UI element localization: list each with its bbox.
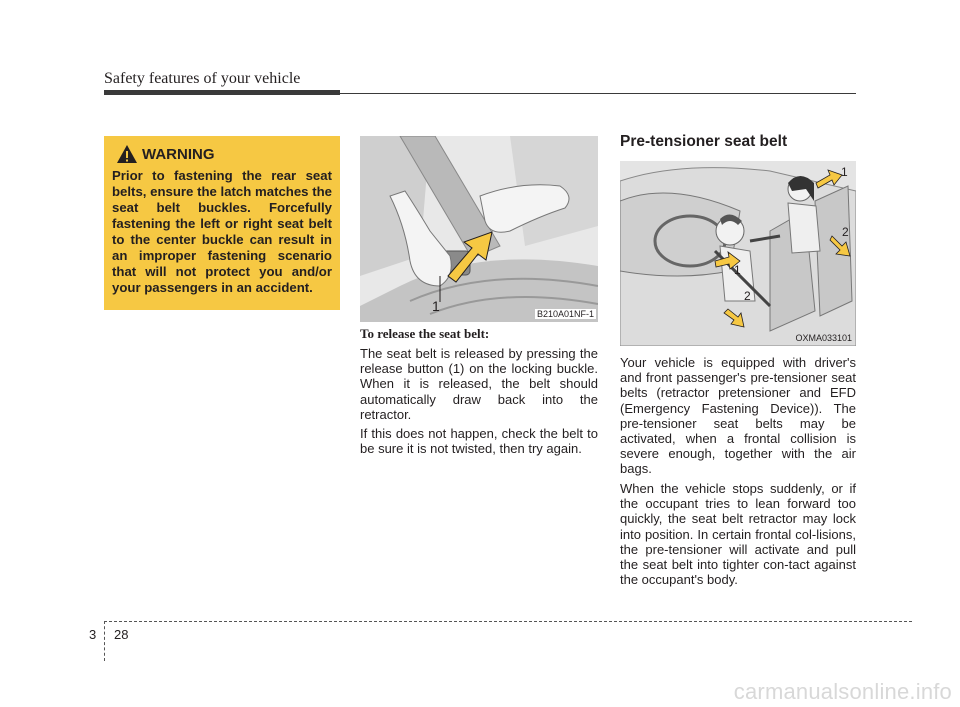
warning-heading xyxy=(116,144,332,164)
chapter-number: 3 xyxy=(89,627,97,642)
seat-belt-illustration xyxy=(360,136,598,322)
figure2-callout-1-top: 1 xyxy=(841,165,848,179)
pretensioner-paragraph-2: When the vehicle stops suddenly, or if the occupant tries to lean forward too quickly, the seat belt retractor may lock into position. In certain frontal col-lisions, the pre-tensioner will activate and pull the seat belt into tighter con-tact against the occupant's body. xyxy=(620,481,856,588)
pretensioner-title: Pre-tensioner seat belt xyxy=(620,133,788,150)
release-paragraph-1: The seat belt is released by pressing the release button (1) on the locking buckle. When it is released, the belt should automatically draw back into the retractor. xyxy=(360,346,598,422)
release-subheading: To release the seat belt: xyxy=(360,326,490,341)
header-rule-thin xyxy=(340,93,856,94)
warning-text: Prior to fastening the rear seat belts, ensure the latch matches the seat belt buckles. Forcefully fastening the left or right seat belt to the center buckle can result in an improper fastening scenario that will not protect you and/or your passengers in an accident. xyxy=(112,168,332,295)
figure1-callout: 1 xyxy=(432,298,440,314)
header-rule-thick xyxy=(104,90,340,95)
figure1-code: B210A01NF-1 xyxy=(536,309,594,319)
footer-vertical-rule xyxy=(104,621,105,661)
figure2-callout-1-bottom: 1 xyxy=(734,263,741,277)
site-watermark: carmanualsonline.info xyxy=(733,679,952,704)
pretensioner-illustration xyxy=(620,161,856,346)
release-paragraph-2: If this does not happen, check the belt to be sure it is not twisted, then try again. xyxy=(360,426,598,457)
pretensioner-paragraph-1: Your vehicle is equipped with driver's and front passenger's pre-tensioner seat belts (retractor pretensioner and EFD (Emergency Fastening Device)). The pre-tensioner seat belts may be activated, when a frontal collision is severe enough, together with the air bags. xyxy=(620,355,856,477)
pretensioner-figure xyxy=(620,161,856,346)
figure2-code: OXMA033101 xyxy=(795,333,852,343)
page-number: 28 xyxy=(114,627,129,642)
footer-rule xyxy=(104,621,912,622)
page-header-title: Safety features of your vehicle xyxy=(104,70,301,87)
warning-triangle-icon xyxy=(116,144,138,164)
warning-box xyxy=(104,136,340,310)
seat-belt-release-figure xyxy=(360,136,598,322)
figure2-callout-2-top: 2 xyxy=(842,225,849,239)
figure2-callout-2-bottom: 2 xyxy=(744,289,751,303)
warning-title: WARNING xyxy=(142,145,215,163)
